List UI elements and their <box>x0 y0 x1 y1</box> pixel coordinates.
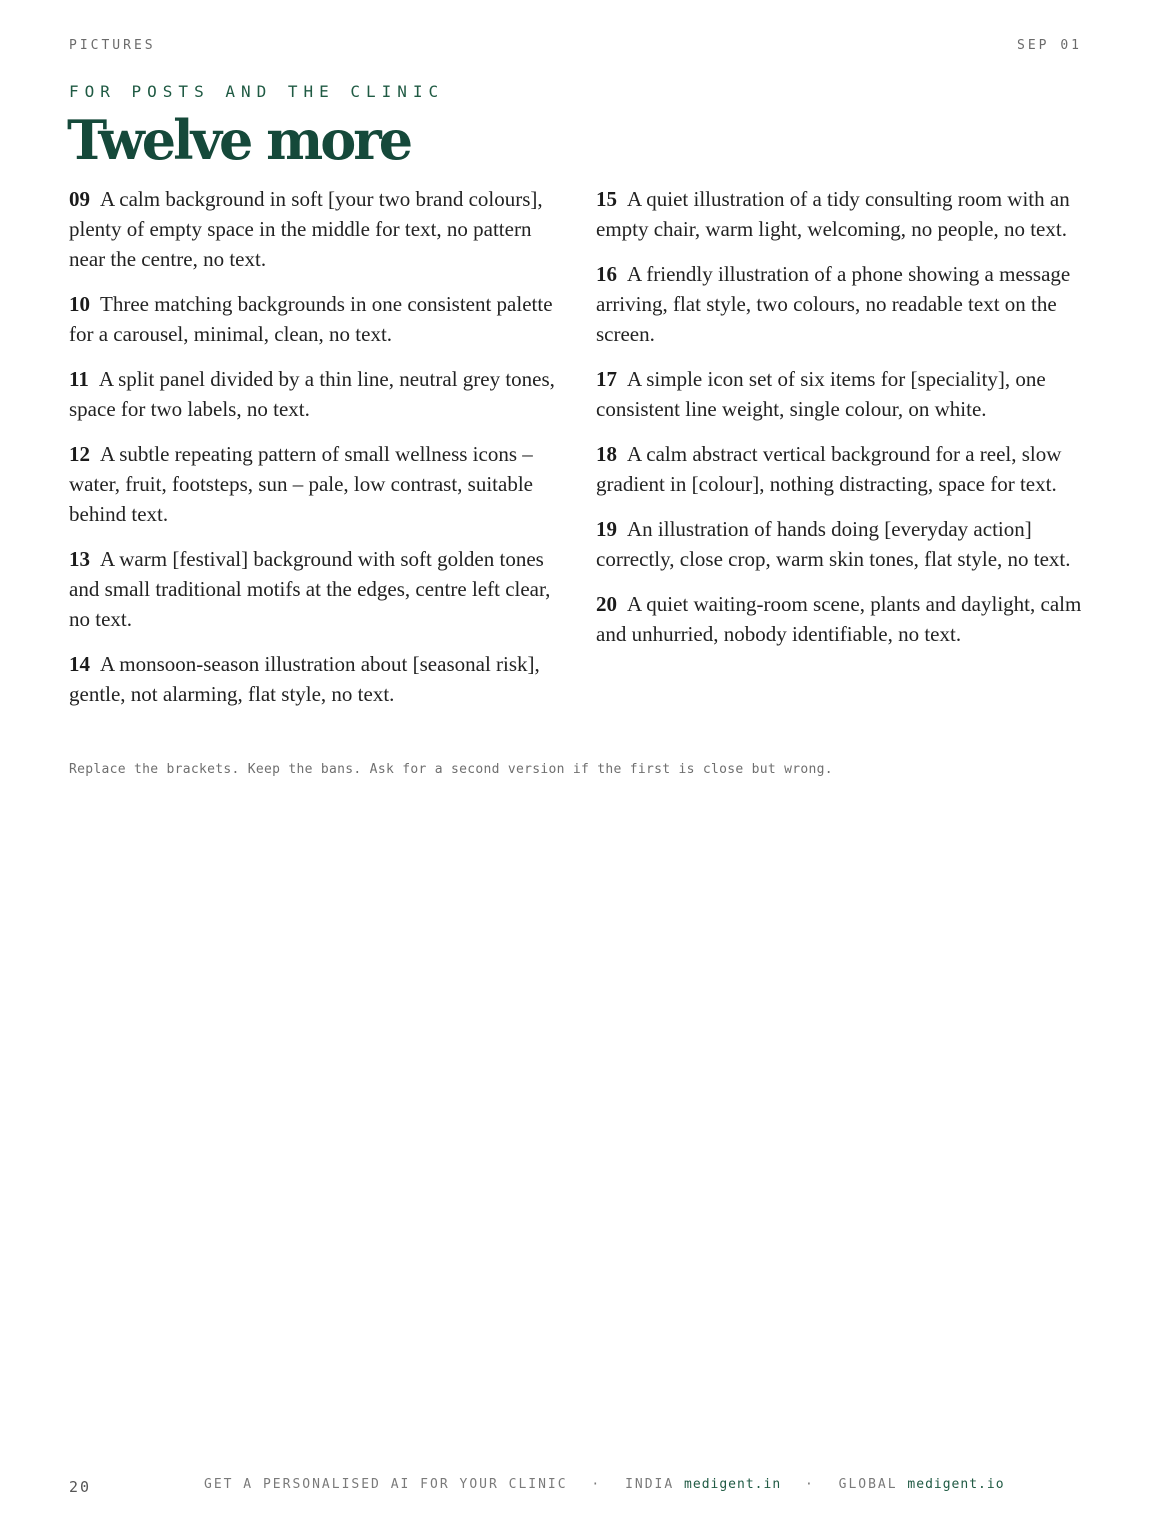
prompt-text: A friendly illustration of a phone showing a message arriving, flat style, two colours, no readable text on the screen. <box>596 262 1071 346</box>
left-column <box>69 184 555 724</box>
date-label: SEP 01 <box>1017 38 1082 53</box>
prompt-number: 09 <box>69 187 90 211</box>
footer-india-link[interactable]: medigent.in <box>684 1477 782 1492</box>
prompt-number: 19 <box>596 517 617 541</box>
prompt-text: Three matching backgrounds in one consistent palette for a carousel, minimal, clean, no text. <box>69 292 553 346</box>
prompt-text: A warm [festival] background with soft golden tones and small traditional motifs at the edges, centre left clear, no text. <box>69 547 551 631</box>
prompt-text: A monsoon-season illustration about [seasonal risk], gentle, not alarming, flat style, no text. <box>69 652 540 706</box>
prompt-number: 14 <box>69 652 90 676</box>
prompt-item <box>596 364 1082 424</box>
prompt-item <box>596 514 1082 574</box>
prompt-text: A calm abstract vertical background for a reel, slow gradient in [colour], nothing distracting, space for text. <box>596 442 1062 496</box>
prompt-text: A calm background in soft [your two brand colours], plenty of empty space in the middle for text, no pattern near the centre, no text. <box>69 187 543 271</box>
footer-india-label: INDIA <box>625 1477 675 1492</box>
footer-separator: · <box>804 1477 815 1492</box>
prompt-text: A simple icon set of six items for [speciality], one consistent line weight, single colour, on white. <box>596 367 1046 421</box>
prompt-item <box>596 259 1082 349</box>
prompt-text: A subtle repeating pattern of small wellness icons – water, fruit, footsteps, sun – pale, low contrast, suitable behind text. <box>69 442 533 526</box>
prompt-number: 11 <box>69 367 89 391</box>
footer-global-label: GLOBAL <box>838 1477 898 1492</box>
prompt-item <box>69 184 555 274</box>
prompt-number: 15 <box>596 187 617 211</box>
usage-note: Replace the brackets. Keep the bans. Ask for a second version if the first is close but wrong. <box>69 762 833 777</box>
prompt-number: 16 <box>596 262 617 286</box>
prompt-text: A split panel divided by a thin line, neutral grey tones, space for two labels, no text. <box>69 367 555 421</box>
prompt-text: A quiet illustration of a tidy consulting room with an empty chair, warm light, welcoming, no people, no text. <box>596 187 1070 241</box>
page-number: 20 <box>69 1478 92 1496</box>
right-column <box>596 184 1082 724</box>
prompt-item <box>69 439 555 529</box>
prompt-columns <box>69 184 1082 724</box>
prompt-text: An illustration of hands doing [everyday action] correctly, close crop, warm skin tones, flat style, no text. <box>596 517 1071 571</box>
footer-separator: · <box>591 1477 602 1492</box>
prompt-item <box>596 439 1082 499</box>
prompt-item <box>69 364 555 424</box>
prompt-item <box>596 589 1082 649</box>
footer-global-link[interactable]: medigent.io <box>907 1477 1005 1492</box>
prompt-item <box>69 649 555 709</box>
footer-bar <box>204 1477 1005 1492</box>
prompt-number: 17 <box>596 367 617 391</box>
prompt-item <box>596 184 1082 244</box>
prompt-number: 18 <box>596 442 617 466</box>
prompt-item <box>69 544 555 634</box>
prompt-text: A quiet waiting-room scene, plants and daylight, calm and unhurried, nobody identifiable, no text. <box>596 592 1082 646</box>
prompt-number: 13 <box>69 547 90 571</box>
page-title: Twelve more <box>67 108 411 172</box>
prompt-number: 20 <box>596 592 617 616</box>
prompt-number: 12 <box>69 442 90 466</box>
eyebrow-label: FOR POSTS AND THE CLINIC <box>69 82 445 101</box>
prompt-number: 10 <box>69 292 90 316</box>
section-label: PICTURES <box>69 38 156 53</box>
footer-cta: GET A PERSONALISED AI FOR YOUR CLINIC <box>204 1477 568 1492</box>
prompt-item <box>69 289 555 349</box>
